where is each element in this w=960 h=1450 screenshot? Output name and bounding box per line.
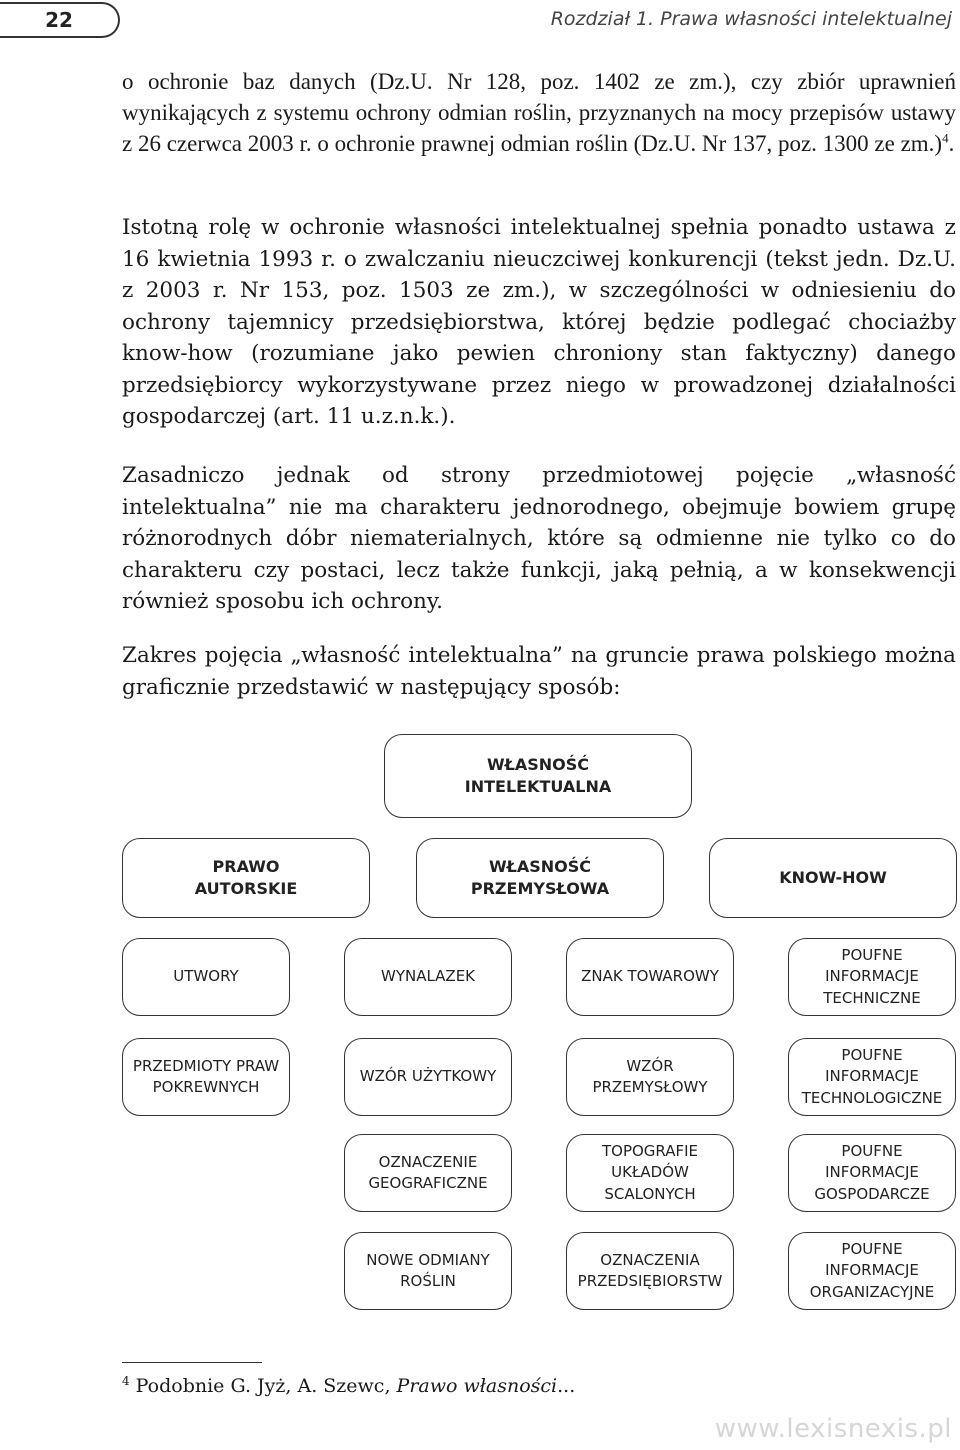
footnote-rule [122, 1362, 262, 1363]
diagram-category-copyright: PRAWO AUTORSKIE [122, 838, 370, 918]
diagram-item-copyright-2: PRZEDMIOTY PRAW POKREWNYCH [122, 1038, 290, 1116]
diagram-item-industrial-8: OZNACZENIA PRZEDSIĘBIORSTW [566, 1232, 734, 1310]
paragraph-3: Zasadniczo jednak od strony przedmiotowej pojęcie „własność intelektualna” nie ma charakteru jednorodnego, obejmuje bowiem grupę różnorodnych dóbr niematerialnych, które są odmienne nie tylko co do charakteru czy postaci, lecz także funkcji, jaką pełnią, a w konsekwencji również sposobu ich ochrony. [122, 463, 956, 614]
diagram-item-industrial-5: ZNAK TOWAROWY [566, 938, 734, 1016]
diagram-item-industrial-3: OZNACZENIE GEOGRAFICZNE [344, 1134, 512, 1212]
page-number-tab [0, 2, 120, 38]
diagram-item-industrial-1: WYNALAZEK [344, 938, 512, 1016]
footnote-title: Prawo własności [396, 1375, 558, 1397]
paragraph-1 [122, 66, 956, 159]
diagram-item-industrial-2: WZÓR UŻYTKOWY [344, 1038, 512, 1116]
diagram-item-industrial-4: NOWE ODMIANY ROŚLIN [344, 1232, 512, 1310]
running-head: Rozdział 1. Prawa własności intelektualnej [550, 8, 952, 30]
diagram-item-industrial-6: WZÓR PRZEMYSŁOWY [566, 1038, 734, 1116]
diagram-category-know-how: KNOW-HOW [709, 838, 957, 918]
diagram-root-box: WŁASNOŚĆ INTELEKTUALNA [384, 734, 692, 818]
footnote [122, 1374, 575, 1398]
diagram-item-know-how-4: POUFNE INFORMACJE ORGANIZACYJNE [788, 1232, 956, 1310]
footnote-reference[interactable]: 4 [942, 130, 949, 146]
paragraph-1-end: . [948, 131, 955, 156]
footnote-ellipsis: ... [557, 1375, 576, 1397]
diagram-item-know-how-2: POUFNE INFORMACJE TECHNOLOGICZNE [788, 1038, 956, 1116]
watermark: www.lexisnexis.pl [714, 1414, 952, 1444]
diagram-item-industrial-7: TOPOGRAFIE UKŁADÓW SCALONYCH [566, 1134, 734, 1212]
diagram-item-know-how-3: POUFNE INFORMACJE GOSPODARCZE [788, 1134, 956, 1212]
footnote-text: Podobnie G. Jyż, A. Szewc, [135, 1375, 397, 1397]
paragraph-4: Zakres pojęcia „własność intelektualna” na gruncie prawa polskiego można graficznie przedstawić w następujący sposób: [122, 643, 956, 700]
footnote-number: 4 [122, 1373, 130, 1388]
diagram-item-know-how-1: POUFNE INFORMACJE TECHNICZNE [788, 938, 956, 1016]
page-number: 22 [45, 8, 73, 32]
diagram-item-copyright-1: UTWORY [122, 938, 290, 1016]
paragraph-2: Istotną rolę w ochronie własności intelektualnej spełnia ponadto ustawa z 16 kwietnia 1993 r. o zwalczaniu nieuczciwej konkurencji (tekst jedn. Dz.U. z 2003 r. Nr 153, poz. 1503 ze zm.), w szczególności w odniesieniu do ochrony tajemnicy przedsiębiorstwa, której będzie podlegać chociażby know-how (rozumiane jako pewien chroniony stan faktyczny) danego przedsiębiorcy wykorzystywane przez niego w prowadzonej działalności gospodarczej (art. 11 u.z.n.k.). [122, 215, 956, 429]
paragraph-1-text: o ochronie baz danych (Dz.U. Nr 128, poz. 1402 ze zm.), czy zbiór uprawnień wynikających z systemu ochrony odmian roślin, przyznanych na mocy przepisów ustawy z 26 czerwca 2003 r. o ochronie prawnej odmian roślin (Dz.U. Nr 137, poz. 1300 ze zm.) [122, 69, 956, 156]
diagram-category-industrial-property: WŁASNOŚĆ PRZEMYSŁOWA [416, 838, 664, 918]
